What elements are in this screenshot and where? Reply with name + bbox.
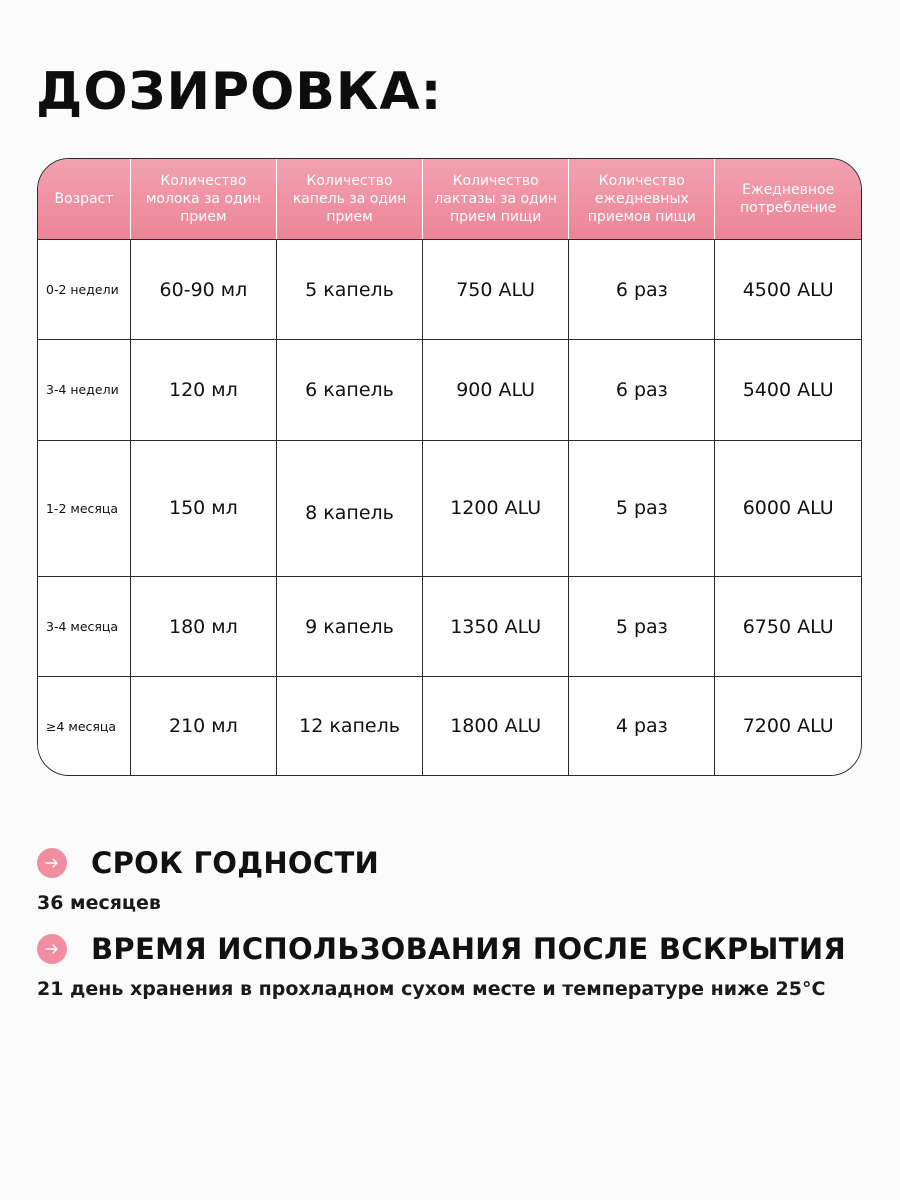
cell-drops: 5 капель (276, 240, 422, 340)
header-lactase-per-feed: Количество лактазы за один прием пищи (423, 159, 569, 240)
cell-daily: 4500 ALU (715, 240, 861, 340)
cell-lactase: 1800 ALU (423, 677, 569, 775)
arrow-right-icon (37, 848, 67, 878)
header-age: Возраст (38, 159, 130, 240)
cell-lactase: 900 ALU (423, 340, 569, 440)
shelf-life-title: СРОК ГОДНОСТИ (91, 846, 380, 880)
table-row (38, 340, 861, 440)
arrow-right-icon (37, 934, 67, 964)
cell-age: 1-2 месяца (38, 440, 130, 576)
cell-daily: 5400 ALU (715, 340, 861, 440)
table-row (38, 576, 861, 676)
cell-drops: 8 капель (276, 440, 422, 576)
shelf-life-section (37, 846, 379, 914)
cell-feeds: 6 раз (569, 240, 715, 340)
cell-feeds: 4 раз (569, 677, 715, 775)
header-drops-per-feed: Количество капель за один прием (276, 159, 422, 240)
table-row (38, 677, 861, 775)
table-row (38, 440, 861, 576)
cell-lactase: 1200 ALU (423, 440, 569, 576)
cell-milk: 180 мл (130, 576, 276, 676)
after-opening-text: 21 день хранения в прохладном сухом месте и температуре ниже 25°C (37, 978, 826, 1000)
cell-feeds: 6 раз (569, 340, 715, 440)
header-feeds-per-day: Количество ежедневных приемов пищи (569, 159, 715, 240)
cell-daily: 6000 ALU (715, 440, 861, 576)
after-opening-section (37, 932, 846, 1000)
cell-lactase: 1350 ALU (423, 576, 569, 676)
page-title: ДОЗИРОВКА: (36, 62, 443, 122)
cell-milk: 60-90 мл (130, 240, 276, 340)
cell-daily: 6750 ALU (715, 576, 861, 676)
cell-feeds: 5 раз (569, 576, 715, 676)
cell-age: ≥4 месяца (38, 677, 130, 775)
dosage-table (37, 158, 862, 776)
shelf-life-text: 36 месяцев (37, 892, 161, 914)
cell-feeds: 5 раз (569, 440, 715, 576)
after-opening-title: ВРЕМЯ ИСПОЛЬЗОВАНИЯ ПОСЛЕ ВСКРЫТИЯ (91, 932, 847, 966)
cell-drops: 6 капель (276, 340, 422, 440)
cell-milk: 120 мл (130, 340, 276, 440)
table-row (38, 240, 861, 340)
cell-drops: 9 капель (276, 576, 422, 676)
cell-age: 0-2 недели (38, 240, 130, 340)
cell-daily: 7200 ALU (715, 677, 861, 775)
cell-lactase: 750 ALU (423, 240, 569, 340)
cell-age: 3-4 недели (38, 340, 130, 440)
header-daily-intake: Ежедневное потребление (715, 159, 861, 240)
table-header-row (38, 159, 861, 240)
cell-milk: 150 мл (130, 440, 276, 576)
cell-milk: 210 мл (130, 677, 276, 775)
cell-age: 3-4 месяца (38, 576, 130, 676)
header-milk-per-feed: Количество молока за один прием (130, 159, 276, 240)
cell-drops: 12 капель (276, 677, 422, 775)
